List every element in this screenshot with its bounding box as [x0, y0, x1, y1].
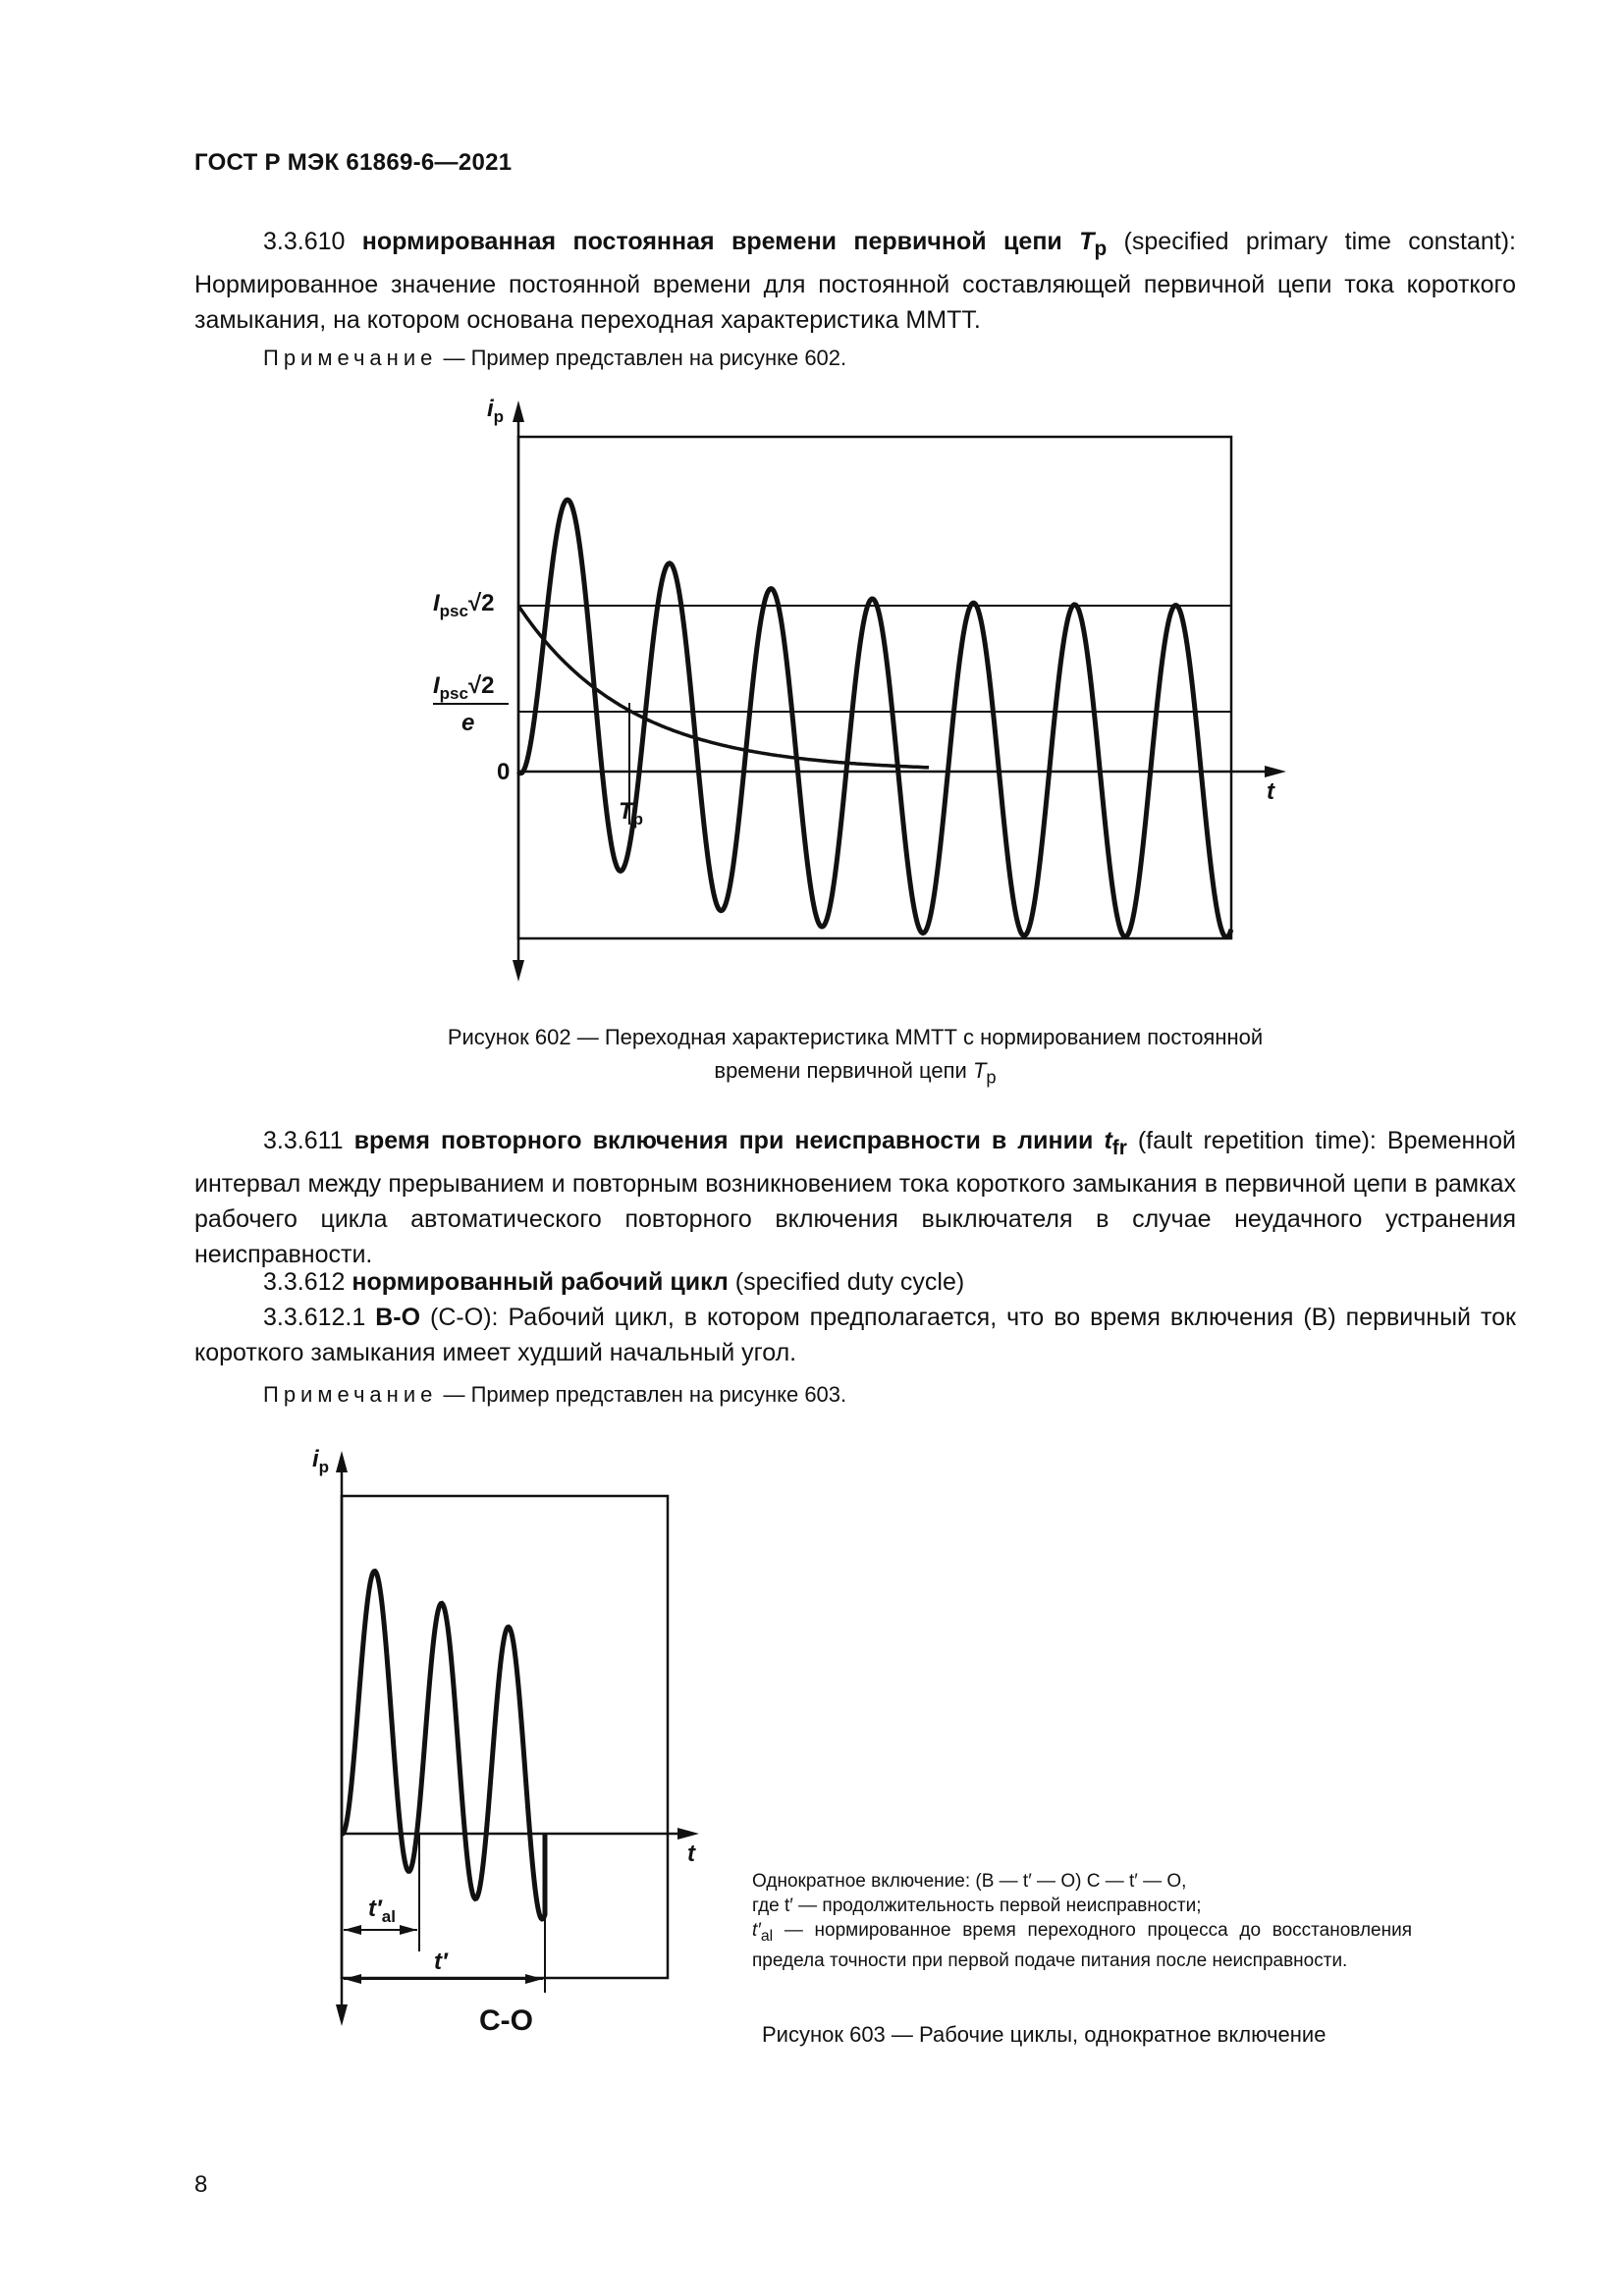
clause-number: 3.3.611	[263, 1127, 344, 1154]
note-text: — Пример представлен на рисунке 602.	[437, 346, 847, 370]
x-axis-arrow	[677, 1828, 699, 1840]
level-lower-denominator: e	[461, 710, 475, 736]
axis-y-label: $i_p$	[312, 1446, 330, 1476]
axis-y-label: $i_p$	[487, 396, 505, 426]
zero-label: 0	[497, 759, 511, 785]
term: нормированный рабочий цикл	[352, 1268, 729, 1296]
legend-symbol-sub: al	[760, 1927, 774, 1945]
tal-arrow-right	[400, 1925, 417, 1935]
definition-text: (fault repetition time): Временной интервал между прерыванием и повторным возникновением тока короткого замыкания в первичной цепи в рамках рабочего цикла автоматического повторного включения выключателя в случае неудачного устранения неисправности.	[194, 1127, 1516, 1268]
term: время повторного включения при неисправности в линии	[353, 1127, 1094, 1154]
cycle-label: С-О	[479, 2004, 533, 2037]
term-symbol-sub: fr	[1111, 1137, 1127, 1159]
tal-label: $t'_{al}$	[368, 1896, 396, 1926]
tp-label: $T_p$	[619, 798, 644, 828]
caption-602-symbol: T	[972, 1058, 987, 1083]
document-header: ГОСТ Р МЭК 61869-6—2021	[194, 149, 513, 176]
caption-603: Рисунок 603 — Рабочие циклы, однократное включение	[762, 2022, 1326, 2047]
y-axis-arrow-up	[336, 1451, 348, 1472]
clause-number: 3.3.612.1	[263, 1304, 366, 1331]
level-lower-numerator: $I_{psc}√2$	[433, 672, 495, 703]
caption-602-line1: Рисунок 602 — Переходная характеристика ММТТ с нормированием постоянной	[447, 1025, 1264, 1049]
definition-text: (specified duty cycle)	[728, 1268, 965, 1296]
current-waveform	[342, 1572, 545, 1919]
tprime-arrow-left	[344, 1974, 361, 1984]
note-label: Примечание	[263, 1382, 438, 1407]
note-label: Примечание	[263, 346, 438, 370]
caption-602-symbol-sub: p	[986, 1066, 997, 1088]
term: нормированная постоянная времени первичной цепи	[361, 228, 1062, 255]
note-text: — Пример представлен на рисунке 603.	[437, 1382, 847, 1407]
level-upper-label: $I_{psc}√2$	[433, 590, 495, 620]
axis-x-label: t	[1267, 778, 1274, 805]
legend-line-1: Однократное включение: (В — t′ — О) С — t′ — О,	[752, 1871, 1187, 1892]
tprime-arrow-right	[525, 1974, 543, 1984]
clause-number: 3.3.610	[263, 228, 346, 255]
axis-x-label: t	[687, 1841, 695, 1867]
legend-symbol: t′	[752, 1920, 761, 1941]
y-axis-arrow-down	[336, 2004, 348, 2026]
term-symbol: t	[1104, 1127, 1112, 1154]
legend-line-2: где t′ — продолжительность первой неисправности;	[752, 1896, 1202, 1916]
tprime-label: t′	[434, 1949, 448, 1975]
definition-text: (C-O): Рабочий цикл, в котором предполагается, что во время включения (В) первичный ток короткого замыкания имеет худший начальный угол.	[194, 1304, 1516, 1366]
term-symbol-sub: p	[1094, 238, 1108, 260]
term-symbol: T	[1079, 228, 1095, 255]
tal-arrow-left	[344, 1925, 361, 1935]
term: В-О	[375, 1304, 421, 1331]
page-number: 8	[194, 2171, 208, 2198]
figure-603-legend	[752, 1869, 1412, 1973]
legend-line-3: — нормированное время переходного процесса до восстановления предела точности при первой подаче питания после неисправности.	[752, 1920, 1412, 1971]
definition-text: (specified primary time constant): Нормированное значение постоянной времени для постоянной составляющей первичной цепи тока короткого замыкания, на котором основана переходная характеристика ММТТ.	[194, 228, 1516, 334]
caption-602-line2: времени первичной цепи	[714, 1058, 973, 1083]
clause-number: 3.3.612	[263, 1268, 346, 1296]
